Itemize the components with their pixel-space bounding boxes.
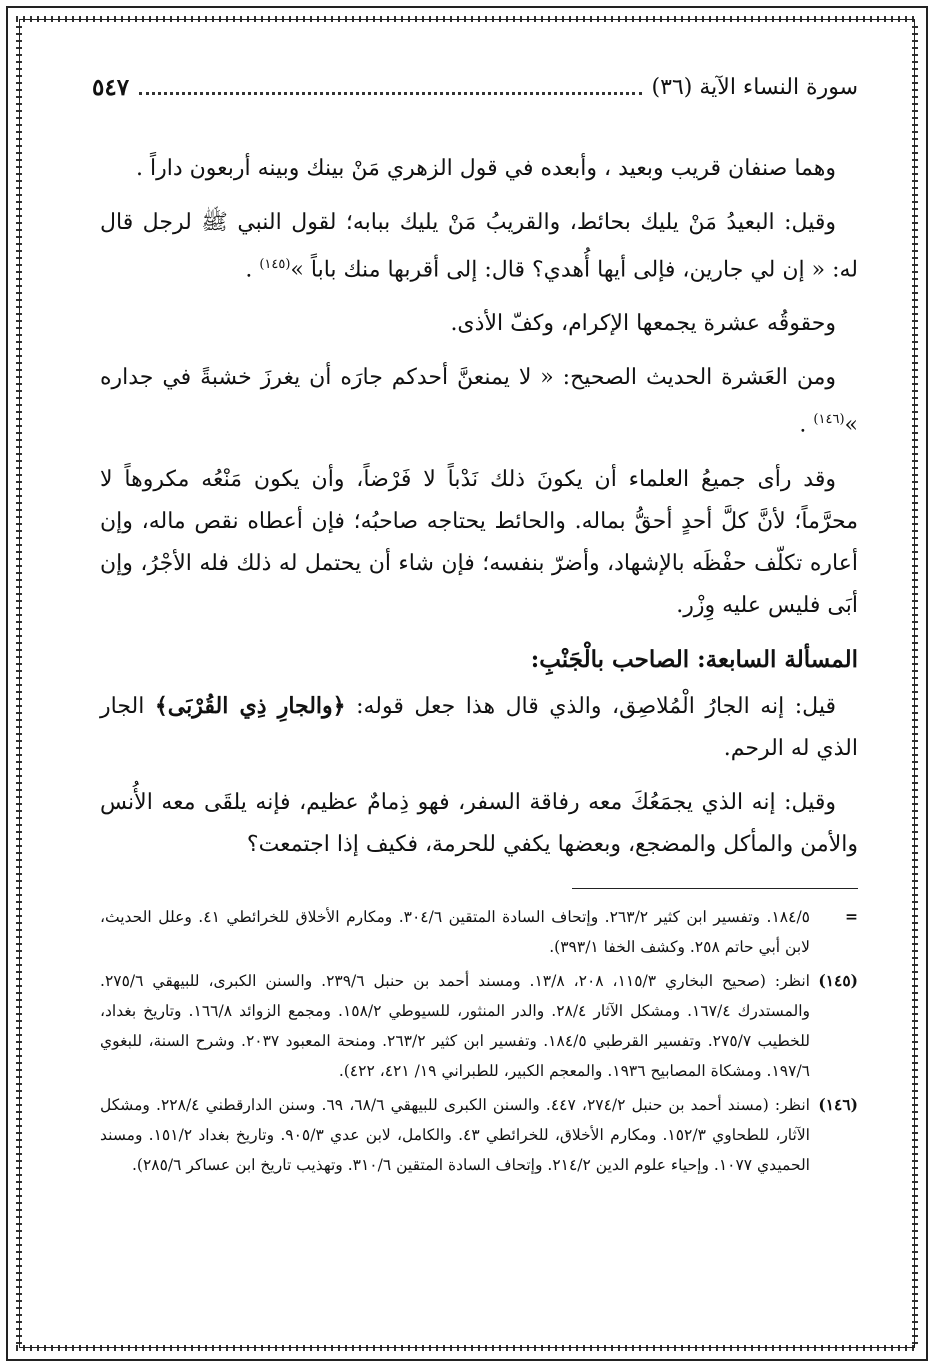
paragraph-1: وهما صنفان قريب وبعيد ، وأبعده في قول الزهري مَنْ بينك وبينه أربعون داراً . <box>136 156 836 181</box>
paragraph-6-text-b: الجار الذي له الرحم. <box>100 693 858 761</box>
paragraph-2 <box>100 202 858 291</box>
footnote-145 <box>100 966 858 1086</box>
paragraph-2-text: وقيل: البعيدُ مَنْ يليك بحائط، والقريبُ مَنْ يليك ببابه؛ لقول النبي ﷺ لرجل قال له: « إن لي جارين، فإلى أيها أُهدي؟ قال: إلى أقربها منك باباً » <box>100 210 858 283</box>
page-number: ٥٤٧ <box>92 73 130 101</box>
footnote-mark: (١٤٥) <box>818 971 858 990</box>
footnote-ref-145[interactable]: (١٤٥) <box>259 257 291 272</box>
paragraph-6 <box>100 685 858 770</box>
paragraph-4-end: . <box>799 412 814 438</box>
footnote-separator <box>572 888 858 889</box>
paragraph-7: وقيل: إنه الذي يجمَعُكَ معه رفاقة السفر، فهو ذِمامٌ عظيم، فإنه يلقَى معه الأُنس والأمن والمأكل والمضجع، وبعضها يكفي للحرمة، فكيف إذا اجتمعت؟ <box>100 789 858 857</box>
paragraph-2-end: . <box>245 257 260 283</box>
footnote-text: انظر: (صحيح البخاري ١١٥/٣، ٢٠٨، ١٣/٨. ومسند أحمد بن حنبل ٢٣٩/٦. والسنن الكبرى، للبيهقي ٢٧٥/٦. والمستدرك ١٦٧/٤. ومشكل الآثار ٢٨/٤. والدر المنثور، للسيوطي ١٥٨/٢. ومجمع الزوائد ١٦٦/٨. وتاريخ بغداد، للخطيب ٢٧٥/٧. وتفسير القرطبي ١٨٤/٥. وتفسير ابن كثير ٢٦٣/٢. ومنحة المعبود ٢٠٣٧. وشرح السنة، للبغوي ١٩٧/٦. ومشكاة المصابيح ١٩٣٦. والمعجم الكبير، للطبراني ١٩/ ٤٢١، ٤٢٢). <box>100 972 811 1080</box>
paragraph-5: وقد رأى جميعُ العلماء أن يكونَ ذلك نَدْباً لا فَرْضاً، وأن يكون مَنْعُه مكروهاً لا محرَّماً؛ لأنَّ كلَّ أحدٍ أحقُّ بماله. والحائط يحتاجه صاحبُه؛ فإن أعطاه نقص ماله، وإن أعاره تكلّف حفْظَه بالإشهاد، وأضرّ بنفسه؛ فإن شاء أن يحتمل له ذلك فله الأجْرُ، وإن أبَى فليس عليه وِزْر. <box>100 466 858 618</box>
paragraph-4 <box>100 357 858 446</box>
footnote-text: انظر: (مسند أحمد بن حنبل ٢٧٤/٢، ٤٤٧. والسنن الكبرى للبيهقي ٦٨/٦، ٦٩. وسنن الدارقطني ٢٢٨/٤. ومشكل الآثار، للطحاوي ١٥٢/٣. ومكارم الأخلاق، للخرائطي ٤٣. والكامل، لابن عدي ٩٠٥/٣. وتاريخ بغداد ١٥١/٢. ومسند الحميدي ١٠٧٧. وإحياء علوم الدين ٢١٤/٢. وإتحاف السادة المتقين ٣١٠/٦. وتهذيب تاريخ ابن عساكر ٢٨٥/٦). <box>100 1096 810 1174</box>
paragraph-6-text-a: قيل: إنه الجارُ الْمُلاصِق، والذي قال هذا جعل قوله: <box>345 693 836 719</box>
footnote-text: ١٨٤/٥. وتفسير ابن كثير ٢٦٣/٢. وإتحاف السادة المتقين ٣٠٤/٦. ومكارم الأخلاق للخرائطي ٤١. وعلل الحديث، لابن أبي حاتم ٢٥٨. وكشف الخفا ٣٩٣/١). <box>100 908 810 956</box>
footnote-mark: = <box>845 907 858 926</box>
paragraph-4-text: ومن العَشرة الحديث الصحيح: « لا يمنعنَّ أحدكم جارَه أن يغرزَ خشبةً في جداره » <box>100 365 858 438</box>
footnotes <box>100 902 858 1184</box>
footnote-146 <box>100 1090 858 1180</box>
running-header <box>92 70 858 104</box>
footnote-mark: (١٤٦) <box>818 1095 858 1114</box>
quran-quote: ﴿والجارِ ذِي القُرْبَى﴾ <box>154 692 346 719</box>
footnote-ref-146[interactable]: (١٤٦) <box>813 412 845 428</box>
section-heading: المسألة السابعة: الصاحب بالْجَنْبِ: <box>530 645 858 673</box>
main-text <box>100 148 858 878</box>
surah-title: سورة النساء الآية (٣٦) <box>651 74 858 100</box>
footnote-continued <box>100 902 858 962</box>
paragraph-3: وحقوقُه عشرة يجمعها الإكرام، وكفّ الأذى. <box>450 311 836 337</box>
header-dot-leader <box>139 92 641 95</box>
